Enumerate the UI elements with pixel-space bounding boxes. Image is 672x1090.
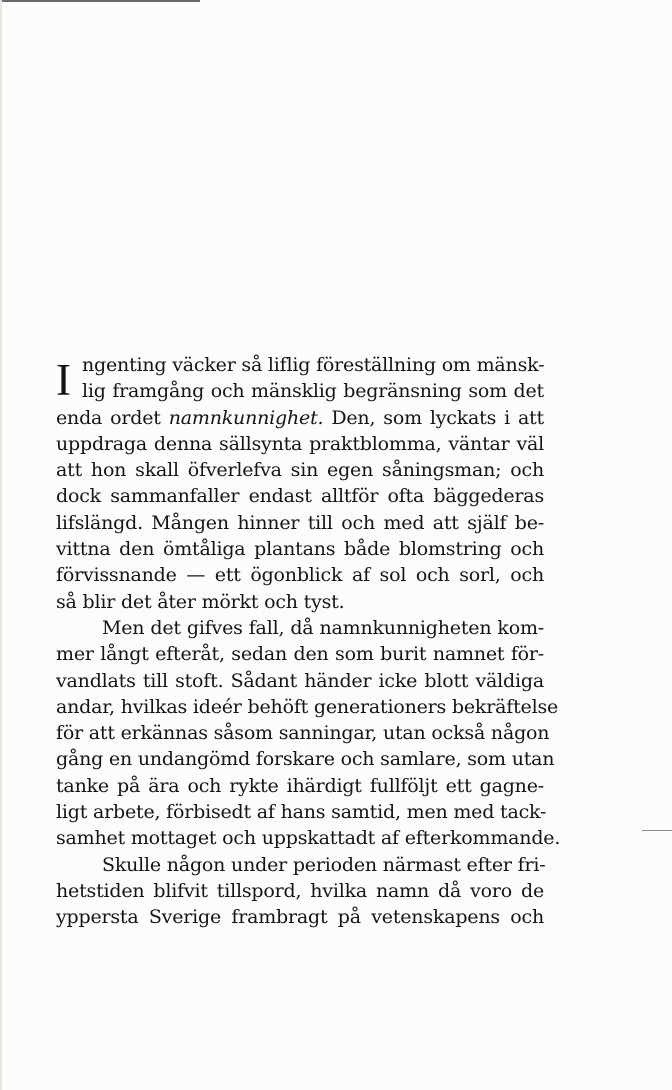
text-line: uppdraga denna sällsynta praktblomma, väntar väl	[56, 432, 544, 455]
text-line: ligt arbete, förbisedt af hans samtid, men med tack-	[56, 801, 547, 824]
paragraph-3	[56, 852, 544, 931]
drop-cap: I	[56, 355, 71, 405]
text-line: lig framgång och mänsklig begränsning som det	[82, 380, 544, 403]
body-text	[56, 352, 561, 931]
text-line: förvissnande — ett ögonblick af sol och sorl, och	[56, 564, 544, 587]
text-line: samhet mottaget och uppskattadt af efterkommande.	[56, 827, 561, 850]
margin-mark	[642, 830, 672, 831]
text-line: tanke på ära och rykte ihärdigt fullföljt ett gagne-	[56, 774, 544, 797]
text-line: Men det gifves fall, då namnkunnigheten kom-	[102, 616, 544, 639]
text-line: dock sammanfaller endast alltför ofta bäggederas	[56, 485, 544, 508]
text-line: andar, hvilkas ideér behöft generationers bekräftelse	[56, 695, 559, 718]
text-line: lifslängd. Mången hinner till och med att själf be-	[56, 511, 544, 534]
italic-term: namnkunnighet.	[168, 406, 324, 429]
paragraph-2	[56, 615, 561, 852]
text-line: mer långt efteråt, sedan den som burit namnet för-	[56, 643, 544, 666]
text-run: Den, som lyckats i att	[323, 406, 544, 429]
page-edge	[0, 0, 2, 1090]
text-line	[56, 405, 544, 431]
text-line: vittna den ömtåliga plantans både blomstring och	[56, 538, 544, 561]
text-line: yppersta Sverige frambragt på vetenskapens och	[56, 906, 544, 929]
text-run: enda ordet	[56, 406, 169, 429]
text-line: gång en undangömd forskare och samlare, som utan	[56, 748, 555, 771]
text-line: vandlats till stoft. Sådant händer icke blott väldiga	[56, 669, 544, 692]
text-line: Skulle någon under perioden närmast efter fri-	[102, 853, 546, 876]
paragraph-1	[56, 352, 544, 615]
text-line: hetstiden blifvit tillspord, hvilka namn då voro de	[56, 879, 544, 902]
top-rule	[0, 0, 200, 2]
text-line: så blir det åter mörkt och tyst.	[56, 590, 345, 613]
text-line: att hon skall öfverlefva sin egen såningsman; och	[56, 459, 544, 482]
text-line: ngenting väcker så liflig föreställning om mänsk-	[82, 354, 545, 376]
text-line: för att erkännas såsom sanningar, utan också någon	[56, 722, 550, 745]
